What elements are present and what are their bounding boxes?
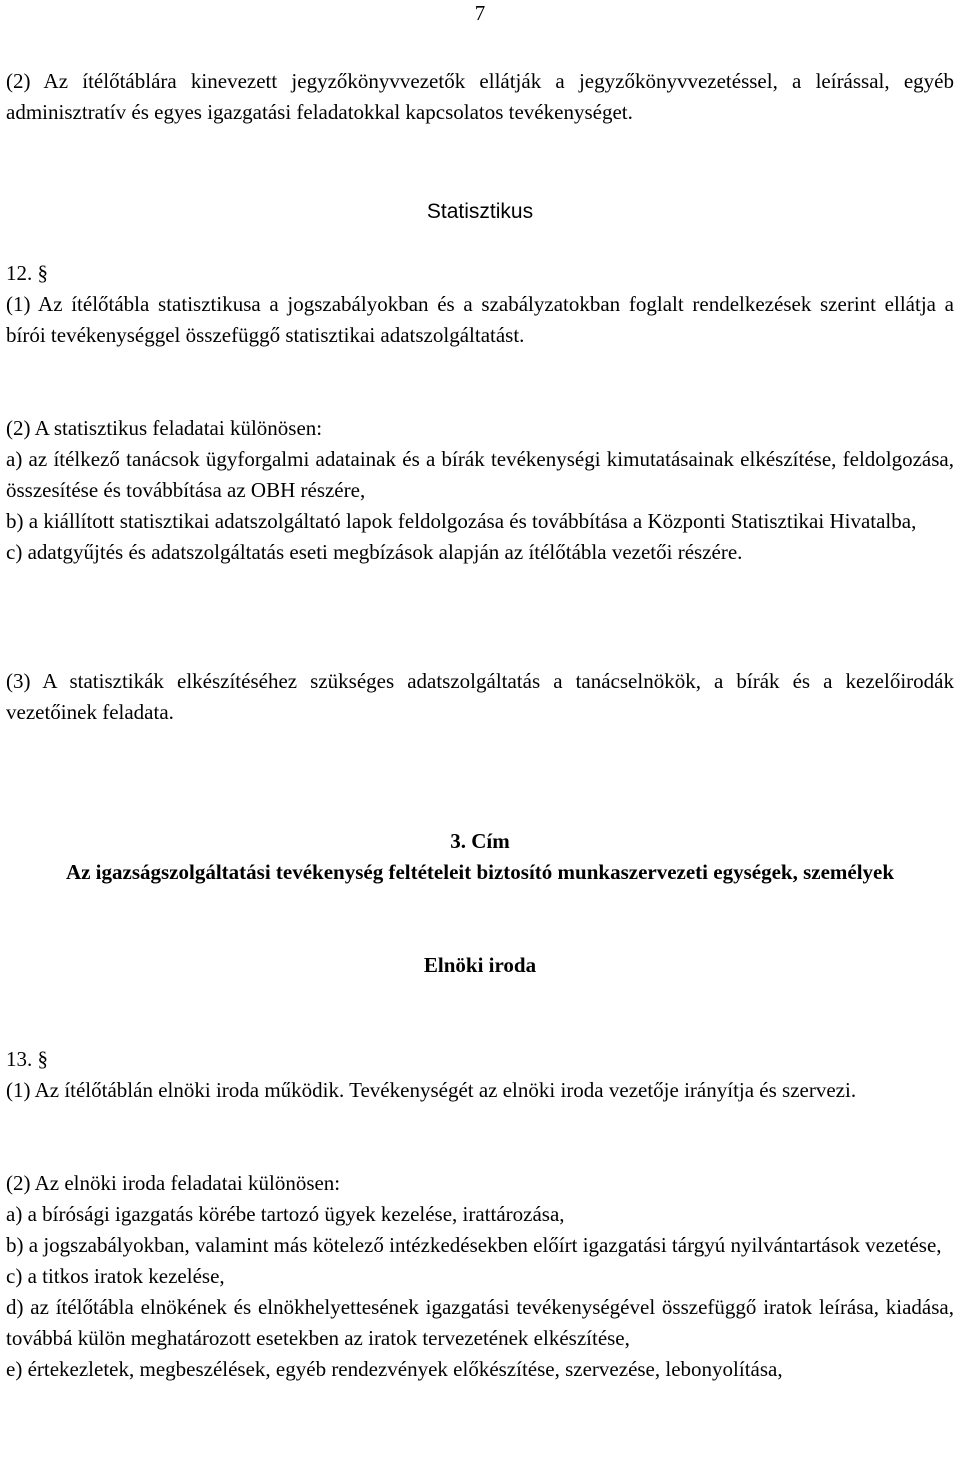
- section-12-paragraph-1: (1) Az ítélőtábla statisztikusa a jogszabályokban és a szabályzatokban foglalt rendelkezések szerint ellátja a bírói tevékenységgel összefüggő statisztikai adatszolgáltatást.: [6, 292, 954, 347]
- section-12-paragraph-2-intro: (2) A statisztikus feladatai különösen:: [6, 416, 323, 440]
- list-item: b) a jogszabályokban, valamint más kötelező intézkedésekben előírt igazgatási tárgyú nyilvántartások vezetése,: [6, 1233, 942, 1257]
- list-item: b) a kiállított statisztikai adatszolgáltató lapok feldolgozása és továbbítása a Központi Statisztikai Hivatalba,: [6, 509, 917, 533]
- section-13-number: 13. §: [6, 1047, 48, 1071]
- chapter-number: 3. Cím: [450, 829, 510, 853]
- list-item: c) a titkos iratok kezelése,: [6, 1264, 225, 1288]
- section-12-number: 12. §: [6, 261, 48, 285]
- list-item: a) az ítélkező tanácsok ügyforgalmi adatainak és a bírák tevékenységi kimutatásainak elkészítése, feldolgozása, összesítése és továbbítása az OBH részére,: [6, 447, 954, 502]
- list-item: e) értekezletek, megbeszélések, egyéb rendezvények előkészítése, szervezése, lebonyolítása,: [6, 1357, 783, 1381]
- section-13-paragraph-2: [6, 1168, 954, 1385]
- paragraph-2-recorders: (2) Az ítélőtáblára kinevezett jegyzőkönyvvezetők ellátják a jegyzőkönyvvezetéssel, a leírással, egyéb adminisztratív és egyes igazgatási feladatokkal kapcsolatos tevékenységet.: [6, 69, 954, 124]
- heading-elnoki-iroda: Elnöki iroda: [423, 953, 537, 977]
- section-13-paragraph-1: (1) Az ítélőtáblán elnöki iroda működik. Tevékenységét az elnöki iroda vezetője irányítja és szervezi.: [6, 1078, 857, 1102]
- section-12-paragraph-3: (3) A statisztikák elkészítéséhez szükséges adatszolgáltatás a tanácselnökök, a bírák és a kezelőirodák vezetőinek feladata.: [6, 669, 954, 724]
- section-12-paragraph-2: [6, 413, 954, 568]
- page-number: 7: [474, 1, 486, 25]
- heading-statisztikus: Statisztikus: [426, 200, 534, 223]
- chapter-title: Az igazságszolgáltatási tevékenység feltételeit biztosító munkaszervezeti egységek, személyek: [65, 860, 895, 884]
- list-item: a) a bírósági igazgatás körébe tartozó ügyek kezelése, irattározása,: [6, 1202, 565, 1226]
- list-item: c) adatgyűjtés és adatszolgáltatás eseti megbízások alapján az ítélőtábla vezetői részére.: [6, 540, 743, 564]
- section-13-paragraph-2-intro: (2) Az elnöki iroda feladatai különösen:: [6, 1171, 341, 1195]
- list-item: d) az ítélőtábla elnökének és elnökhelyettesének igazgatási tevékenységével összefüggő iratok leírása, kiadása, továbbá külön meghatározott esetekben az iratok tervezetének elkészítése,: [6, 1295, 954, 1350]
